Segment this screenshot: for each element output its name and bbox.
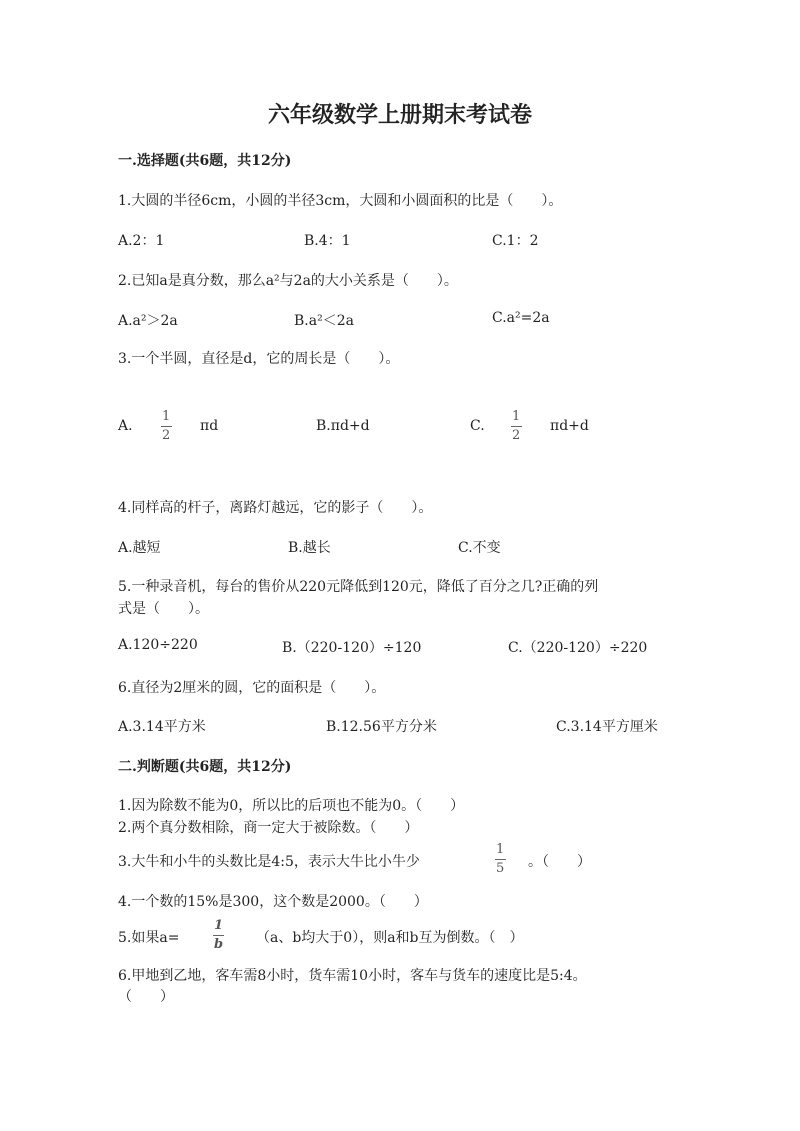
q3-option-a-fraction xyxy=(160,410,172,443)
fraction-bar xyxy=(495,859,506,860)
page-title: 六年级数学上册期末考试卷 xyxy=(267,102,532,128)
tf-question-5-before: 5.如果a= xyxy=(118,930,180,946)
section-heading-choice: 一.选择题(共6题，共12分) xyxy=(118,153,292,169)
fraction-denominator: 2 xyxy=(512,428,521,443)
fraction-numerator: 1 xyxy=(214,918,224,933)
fraction-denominator: b xyxy=(214,937,224,952)
q3-option-a-label: A. xyxy=(118,418,133,434)
fraction-denominator: 2 xyxy=(162,428,171,443)
tf-question-2: 2.两个真分数相除，商一定大于被除数。（ ） xyxy=(118,820,419,836)
tf-question-1: 1.因为除数不能为0，所以比的后项也不能为0。（ ） xyxy=(118,798,465,814)
tf-question-6-line1: 6.甲地到乙地，客车需8小时，货车需10小时，客车与货车的速度比是5:4。 xyxy=(118,968,587,984)
q3-option-c-label: C. xyxy=(470,418,485,434)
fraction-numerator: 1 xyxy=(512,409,521,424)
q5-option-b: B.（220-120）÷120 xyxy=(282,640,422,656)
fraction-numerator: 1 xyxy=(162,409,171,424)
fraction-denominator: 5 xyxy=(496,861,505,876)
tf-question-3-after: 。（ ） xyxy=(528,854,591,870)
question-1-text: 1.大圆的半径6cm，小圆的半径3cm，大圆和小圆面积的比是（ ）。 xyxy=(118,193,563,209)
q4-option-c: C.不变 xyxy=(458,540,501,556)
q2-option-a: A.a²＞2a xyxy=(118,313,178,329)
fraction-numerator: 1 xyxy=(496,842,505,857)
fraction-bar xyxy=(511,426,522,427)
tf-q5-fraction xyxy=(212,919,225,952)
tf-q3-fraction xyxy=(494,843,506,876)
q4-option-a: A.越短 xyxy=(118,540,161,556)
fraction-bar xyxy=(213,935,224,936)
tf-question-4: 4.一个数的15%是300，这个数是2000。（ ） xyxy=(118,894,428,910)
question-2-text: 2.已知a是真分数，那么a²与2a的大小关系是（ ）。 xyxy=(118,273,458,289)
question-5-text-line2: 式是（ ）。 xyxy=(118,601,209,617)
q3-option-b: B.πd+d xyxy=(316,418,370,434)
q1-option-a: A.2：1 xyxy=(118,233,165,249)
question-4-text: 4.同样高的杆子，离路灯越远，它的影子（ ）。 xyxy=(118,500,433,516)
q3-option-c-rest: πd+d xyxy=(550,418,589,434)
tf-question-3-before: 3.大牛和小牛的头数比是4:5，表示大牛比小牛少 xyxy=(118,854,420,870)
tf-question-6-line2: （ ） xyxy=(118,989,174,1005)
q6-option-c: C.3.14平方厘米 xyxy=(556,719,658,735)
q2-option-c: C.a²=2a xyxy=(492,310,550,326)
q3-option-c-fraction xyxy=(510,410,522,443)
q2-option-b: B.a²＜2a xyxy=(294,313,354,329)
q1-option-c: C.1：2 xyxy=(492,233,539,249)
question-6-text: 6.直径为2厘米的圆，它的面积是（ ）。 xyxy=(118,680,386,696)
q4-option-b: B.越长 xyxy=(288,540,331,556)
question-5-text-line1: 5.一种录音机，每台的售价从220元降低到120元，降低了百分之几?正确的列 xyxy=(118,579,599,595)
q1-option-b: B.4：1 xyxy=(304,233,351,249)
tf-question-5-after: （a、b均大于0），则a和b互为倒数。（ ） xyxy=(256,930,524,946)
section-heading-true-false: 二.判断题(共6题，共12分) xyxy=(118,759,292,775)
q5-option-c: C.（220-120）÷220 xyxy=(508,640,648,656)
question-3-text: 3.一个半圆，直径是d，它的周长是（ ）。 xyxy=(118,351,400,367)
q6-option-a: A.3.14平方米 xyxy=(118,719,206,735)
fraction-bar xyxy=(161,426,172,427)
q5-option-a: A.120÷220 xyxy=(118,637,198,653)
q6-option-b: B.12.56平方分米 xyxy=(326,719,437,735)
q3-option-a-rest: πd xyxy=(200,418,219,434)
